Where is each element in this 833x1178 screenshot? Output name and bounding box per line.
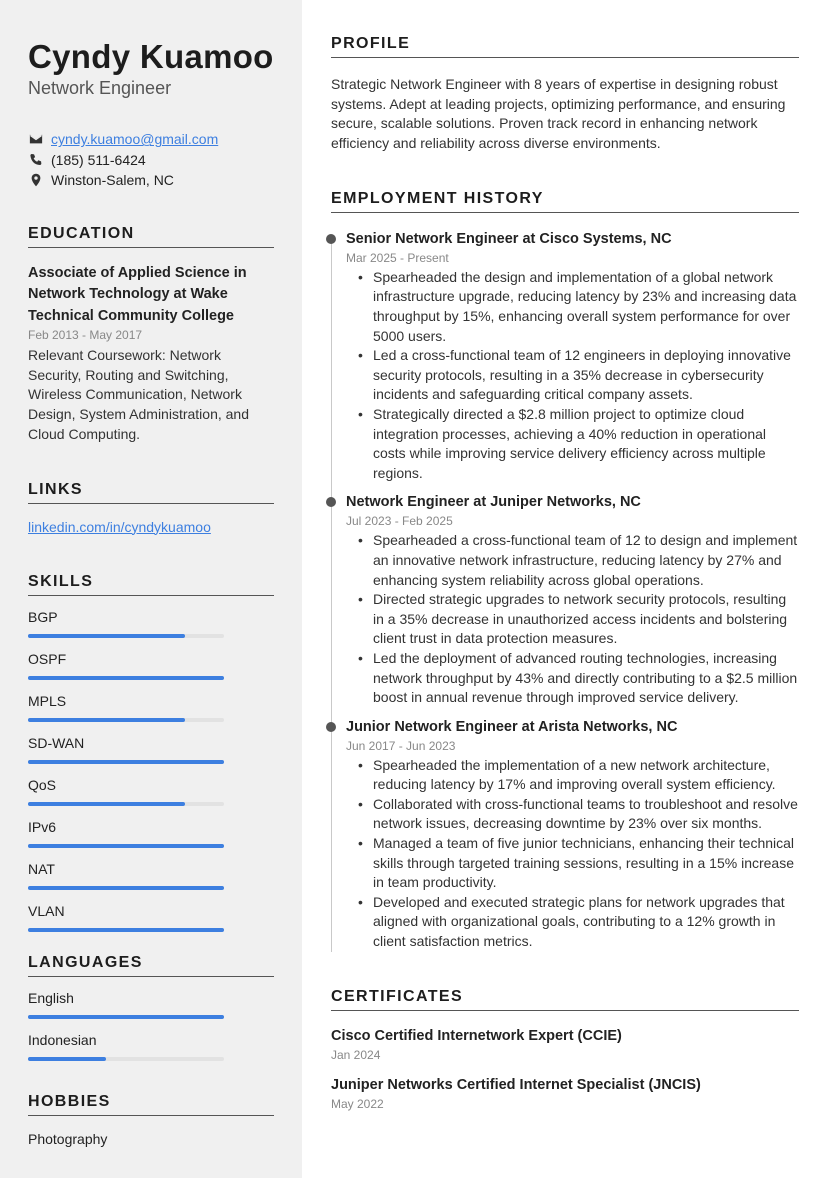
skill-name: IPv6 — [28, 818, 57, 835]
certificate-name: Cisco Certified Internetwork Expert (CCIE) — [331, 1027, 622, 1044]
profile-section — [331, 35, 799, 154]
job-title: Senior Network Engineer at Cisco Systems, NC — [346, 230, 672, 247]
job-dates: Jul 2023 - Feb 2025 — [346, 514, 453, 529]
skill-level-track — [28, 634, 224, 638]
hobbies-heading: HOBBIES — [28, 1093, 274, 1116]
skill-name: OSPF — [28, 650, 67, 667]
bullet-item: • Managed a team of five junior technicians, enhancing their technical skills through targeted training sessions, resulting in a 15% increase in team productivity. — [346, 834, 799, 893]
job-title: Junior Network Engineer at Arista Networks, NC — [346, 718, 678, 735]
skill-level-fill — [28, 718, 185, 722]
employment-section — [331, 190, 799, 952]
skill-level-fill — [28, 802, 185, 806]
job-bullets — [346, 531, 799, 707]
phone-number: (185) 511-6424 — [51, 151, 146, 168]
certificates-section — [331, 988, 799, 1113]
hobbies-section — [28, 1093, 274, 1147]
links-heading: LINKS — [28, 481, 274, 504]
bullet-item: • Led the deployment of advanced routing technologies, increasing network throughput by 43% and directly contributing to a $2.5 million boost in annual revenue through improved service delivery. — [346, 649, 799, 708]
education-dates: Feb 2013 - May 2017 — [28, 328, 143, 342]
linkedin-link[interactable]: linkedin.com/in/cyndykuamoo — [28, 518, 211, 535]
contact-phone — [28, 150, 274, 171]
skill-level-track — [28, 844, 224, 848]
bullet-item: • Strategically directed a $2.8 million project to optimize cloud integration processes, achieving a 40% reduction in operational costs while improving service delivery efficiency across multiple regions. — [346, 405, 799, 483]
timeline-dot — [326, 497, 336, 507]
location-text: Winston-Salem, NC — [51, 172, 174, 189]
bullet-item: • Led a cross-functional team of 12 engineers in deploying innovative security protocols, resulting in a 35% decrease in cybersecurity incidents and safeguarding critical company assets. — [346, 346, 799, 405]
skill-level-fill — [28, 928, 224, 932]
certificate-item — [331, 1026, 799, 1064]
bullet-item: • Developed and executed strategic plans for network upgrades that aligned with organizational goals, contributing to a 12% growth in client satisfaction metrics. — [346, 893, 799, 952]
certificates-heading: CERTIFICATES — [331, 988, 799, 1011]
timeline-dot — [326, 234, 336, 244]
skill-level-track — [28, 1057, 224, 1061]
skill-level-fill — [28, 1057, 106, 1061]
links-section — [28, 481, 274, 535]
education-section — [28, 225, 274, 445]
skill-name: NAT — [28, 860, 55, 877]
skill-level-track — [28, 718, 224, 722]
job-dates: Mar 2025 - Present — [346, 250, 449, 265]
contact-email — [28, 129, 274, 150]
job-bullets — [346, 268, 799, 484]
education-degree: Associate of Applied Science in Network Technology at Wake Technical Community College — [28, 264, 247, 324]
skill-item — [28, 692, 274, 722]
certificate-item — [331, 1075, 799, 1113]
skill-item — [28, 902, 274, 932]
candidate-title: Network Engineer — [28, 78, 172, 98]
hobby-item: Photography — [28, 1130, 108, 1147]
employment-heading: EMPLOYMENT HISTORY — [331, 190, 799, 213]
main-content — [331, 0, 799, 1113]
skill-item — [28, 989, 274, 1019]
skill-item — [28, 734, 274, 764]
skill-level-track — [28, 1015, 224, 1019]
map-pin-icon — [28, 172, 44, 188]
languages-section — [28, 954, 274, 1061]
skill-level-fill — [28, 634, 185, 638]
skill-name: MPLS — [28, 692, 67, 709]
skill-level-track — [28, 802, 224, 806]
skill-item — [28, 608, 274, 638]
skill-name: English — [28, 989, 74, 1006]
skill-name: SD-WAN — [28, 734, 85, 751]
job-entry — [331, 229, 799, 484]
languages-list — [28, 989, 274, 1061]
skills-heading: SKILLS — [28, 573, 274, 596]
skill-name: VLAN — [28, 902, 65, 919]
skills-section — [28, 573, 274, 932]
envelope-icon — [28, 131, 44, 147]
employment-timeline — [331, 229, 799, 952]
profile-heading: PROFILE — [331, 35, 799, 58]
contact-location — [28, 170, 274, 191]
job-bullets — [346, 756, 799, 952]
skill-item — [28, 1031, 274, 1061]
skill-item — [28, 860, 274, 890]
bullet-item: • Spearheaded the implementation of a new network architecture, reducing latency by 17% and improving overall system efficiency. — [346, 756, 799, 795]
skill-level-fill — [28, 1015, 224, 1019]
skill-level-fill — [28, 886, 224, 890]
languages-heading: LANGUAGES — [28, 954, 274, 977]
skill-item — [28, 818, 274, 848]
skill-item — [28, 650, 274, 680]
bullet-item: • Collaborated with cross-functional teams to troubleshoot and resolve network issues, decreasing downtime by 23% over six months. — [346, 795, 799, 834]
skill-item — [28, 776, 274, 806]
sidebar — [0, 0, 302, 1178]
skill-level-track — [28, 760, 224, 764]
skill-name: Indonesian — [28, 1031, 97, 1048]
skill-level-track — [28, 928, 224, 932]
skills-list — [28, 608, 274, 932]
job-title: Network Engineer at Juniper Networks, NC — [346, 494, 641, 511]
skill-level-fill — [28, 760, 224, 764]
email-link[interactable]: cyndy.kuamoo@gmail.com — [51, 131, 219, 148]
job-dates: Jun 2017 - Jun 2023 — [346, 738, 456, 753]
job-entry — [331, 492, 799, 707]
skill-level-track — [28, 676, 224, 680]
skill-name: BGP — [28, 608, 58, 625]
bullet-item: • Directed strategic upgrades to network security protocols, resulting in a 35% decrease in unauthorized access incidents and bolstering client trust in data protection measures. — [346, 590, 799, 649]
skill-level-track — [28, 886, 224, 890]
contact-list — [28, 129, 274, 191]
certificate-date: Jan 2024 — [331, 1047, 381, 1062]
phone-icon — [28, 152, 44, 168]
bullet-item: • Spearheaded a cross-functional team of 12 to design and implement an innovative network infrastructure, reducing latency by 27% and enhancing system reliability across global operations. — [346, 531, 799, 590]
skill-level-fill — [28, 844, 224, 848]
candidate-name: Cyndy Kuamoo — [28, 38, 274, 75]
certificate-name: Juniper Networks Certified Internet Specialist (JNCIS) — [331, 1076, 701, 1093]
certificates-list — [331, 1026, 799, 1113]
education-heading: EDUCATION — [28, 225, 274, 248]
timeline-dot — [326, 722, 336, 732]
education-description: Relevant Coursework: Network Security, Routing and Switching, Wireless Communication, Network Design, System Administration, and Cloud Computing. — [28, 347, 249, 442]
job-entry — [331, 717, 799, 952]
bullet-item: • Spearheaded the design and implementation of a global network infrastructure upgrade, reducing latency by 23% and increasing data throughput by 15%, enhancing overall system performance for over 5000 users. — [346, 268, 799, 346]
profile-text: Strategic Network Engineer with 8 years of expertise in designing robust systems. Adept at leading projects, optimizing performance, and ensuring secure, scalable solutions. Proven track record in enhancing network efficiency and reliability across diverse environments. — [331, 76, 786, 152]
skill-level-fill — [28, 676, 224, 680]
certificate-date: May 2022 — [331, 1096, 384, 1111]
skill-name: QoS — [28, 776, 57, 793]
